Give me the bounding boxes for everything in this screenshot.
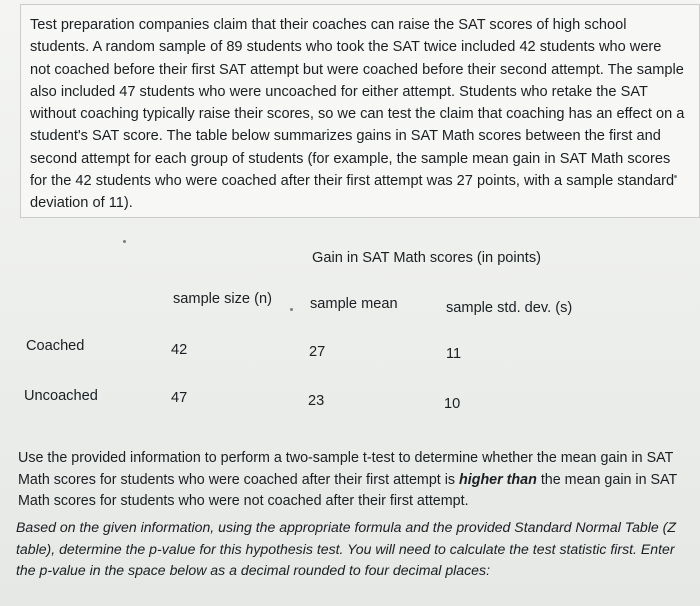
row-label-coached: Coached [26,338,85,354]
row-label-uncoached: Uncoached [24,388,98,404]
header-sample-mean: sample mean [310,296,398,312]
speck-mark [290,308,293,311]
uncoached-sample-sd: 10 [444,396,461,412]
question-emphasis: higher than [459,471,537,488]
coached-sample-sd: 11 [446,346,462,362]
coached-sample-mean: 27 [309,344,326,360]
question-text-before: Use the provided information to perform a two-sample t-test to determine whether the mean gain in SAT Math scores for students who were coached after their first attempt is [18,450,674,488]
problem-intro: Test preparation companies claim that their coaches can raise the SAT scores of high school students. A random sample of 89 students who took the SAT twice included 42 students who were not coached before their first SAT attempt but were coached before their second attempt. The sample also included 47 students who were uncoached for either attempt. Students who retake the SAT without coaching typically raise their scores, so we can test the claim that coaching has an effect on a student's SAT score. The table below summarizes gains in SAT Math scores between the first and second attempt for each group of students (for example, the sample mean gain in SAT Math scores for the 42 students who were coached after their first attempt was 27 points, with a sample standard deviation of 11). [30,17,685,212]
table-title: Gain in SAT Math scores (in points) [312,250,541,266]
speck-mark [674,175,677,178]
coached-sample-size: 42 [171,342,188,358]
hypothesis-question [18,448,686,513]
uncoached-sample-mean: 23 [308,393,325,409]
uncoached-sample-size: 47 [171,390,188,406]
answer-instructions: Based on the given information, using the appropriate formula and the provided Standard Normal Table (Z table), determine the p-value for this hypothesis test. You will need to calculate the test statistic first. Enter the p-value in the space below as a decimal rounded to four decimal places: [16,519,676,578]
speck-mark [123,240,126,243]
question-text-after: the mean gain in SAT Math scores for students who were not coached after their first attempt. [18,471,678,509]
header-sample-size: sample size (n) [173,291,272,307]
header-sample-sd: sample std. dev. (s) [446,300,573,316]
